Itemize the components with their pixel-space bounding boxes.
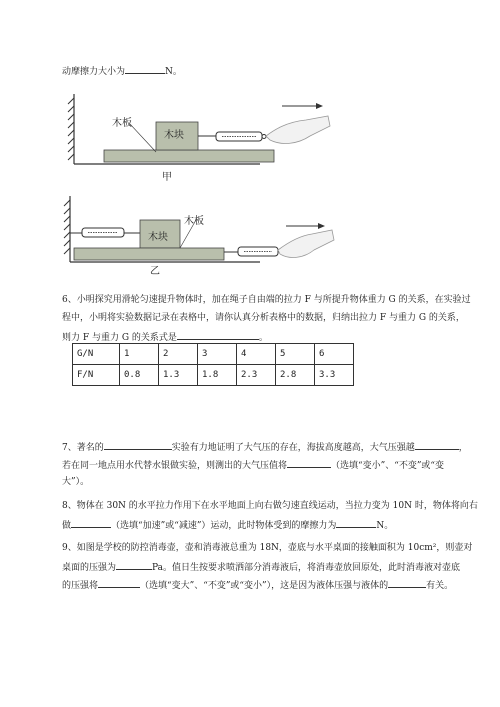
spring-scale-2 xyxy=(82,228,124,237)
table-cell: 2.3 xyxy=(237,365,276,386)
table-cell: 3.3 xyxy=(315,365,354,386)
friction-answer-line: 动摩擦力大小为 N。 xyxy=(62,64,182,78)
q7-blank-1[interactable] xyxy=(104,440,172,450)
figure-caption-yi: 乙 xyxy=(150,266,160,277)
board-label-2: 木板 xyxy=(184,216,204,227)
table-header-g: G/N xyxy=(73,344,120,365)
data-table xyxy=(72,343,354,386)
q7-line-2: 若在同一地点用水代替水银做实验，则测出的大气压值将 （选填“变小”、“不变”或“变 xyxy=(62,458,444,472)
q7-blank-3[interactable] xyxy=(287,458,331,468)
table-cell: 2 xyxy=(159,344,198,365)
figure-caption-jia: 甲 xyxy=(162,172,172,183)
figure-jia xyxy=(60,86,340,186)
table-cell: 0.8 xyxy=(120,365,159,386)
spring-scale-3 xyxy=(238,247,278,256)
table-header-f: F/N xyxy=(73,365,120,386)
figure-yi xyxy=(60,190,340,272)
q9-line-1: 9、如图是学校的防控消毒壶，壶和消毒液总重为 18N，壶底与水平桌面的接触面积为 10cm²，则壶对 xyxy=(62,543,473,553)
table-cell: 5 xyxy=(276,344,315,365)
table-cell: 3 xyxy=(198,344,237,365)
board-2 xyxy=(74,248,224,260)
q7-blank-2[interactable] xyxy=(415,440,459,450)
q6-blank[interactable] xyxy=(177,330,259,340)
q8-blank-2[interactable] xyxy=(336,518,376,528)
wall xyxy=(68,94,74,164)
q7-line-3: 大”）。 xyxy=(62,477,90,487)
q8-line-1: 8、物体在 30N 的水平拉力作用下在水平地面上向右做匀速直线运动，当拉力变为 10N 时，物体将向右 xyxy=(62,501,478,511)
q8-blank-1[interactable] xyxy=(71,518,111,528)
table-cell: 1.8 xyxy=(198,365,237,386)
friction-blank[interactable] xyxy=(125,64,165,74)
block-label-2: 木块 xyxy=(148,232,168,243)
table-cell: 6 xyxy=(315,344,354,365)
q6-line-3: 则力 F 与重力 G 的关系式是 。 xyxy=(62,330,268,344)
table-row xyxy=(73,344,354,365)
table-cell: 4 xyxy=(237,344,276,365)
table-cell: 1.3 xyxy=(159,365,198,386)
table-row xyxy=(73,365,354,386)
q9-line-3: 的压强将 （选填“变大”、“不变”或“变小”），这是因为液体压强与液体的 有关。 xyxy=(62,578,453,592)
q8-line-2: 做 （选填“加速”或“减速”）运动，此时物体受到的摩擦力为 N。 xyxy=(62,518,393,532)
table-cell: 2.8 xyxy=(276,365,315,386)
board-1 xyxy=(104,150,274,162)
q6-line-2: 程中，小明将实验数据记录在表格中，请你认真分析表格中的数据，归纳出拉力 F 与重力 G 的关系， xyxy=(62,313,465,323)
board-label-1: 木板 xyxy=(112,118,132,129)
q9-line-2: 桌面的压强为 Pa。值日生按要求喷洒部分消毒液后，将消毒壶放回原处，此时消毒液对壶底 xyxy=(62,560,460,574)
block-label-1: 木块 xyxy=(164,130,184,141)
arrow-head-1 xyxy=(316,103,323,109)
arrow-head-2 xyxy=(318,223,325,229)
q9-blank-2[interactable] xyxy=(98,578,140,588)
spring-scale-1 xyxy=(216,132,266,141)
q9-blank-1[interactable] xyxy=(116,560,152,570)
hand-1 xyxy=(266,116,330,143)
wall-2 xyxy=(64,196,70,262)
q6-line-1: 6、小明探究用滑轮匀速提升物体时，加在绳子自由端的拉力 F 与所提升物体重力 G 的关系，在实验过 xyxy=(62,295,471,305)
table-cell: 1 xyxy=(120,344,159,365)
q7-line-1: 7、著名的 实验有力地证明了大气压的存在，海拔高度越高，大气压强越 ， xyxy=(62,440,468,454)
hand-2 xyxy=(278,230,334,257)
q9-blank-3[interactable] xyxy=(388,578,426,588)
leader-1 xyxy=(130,124,156,152)
